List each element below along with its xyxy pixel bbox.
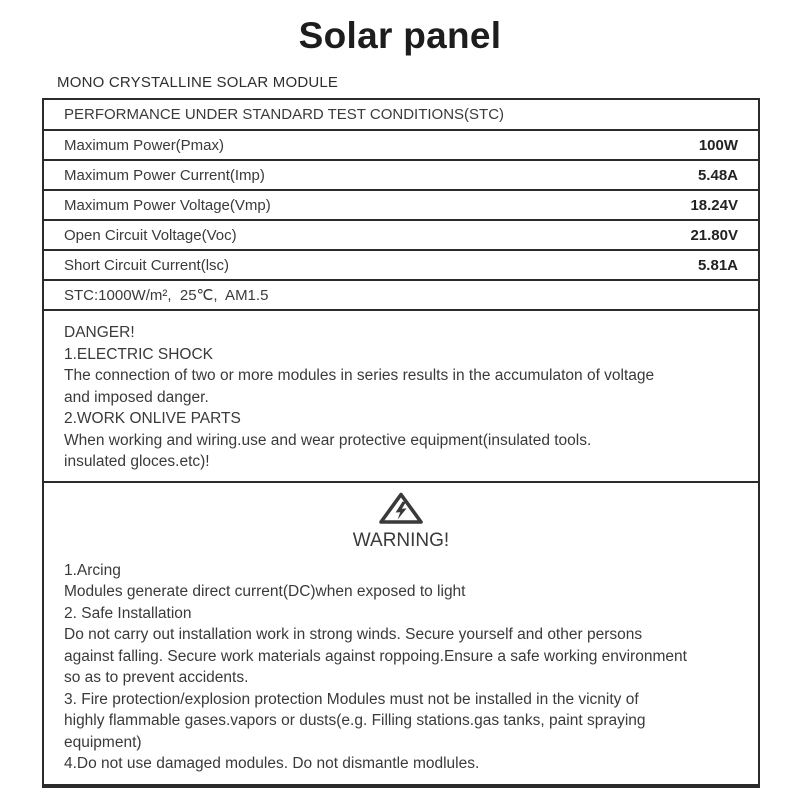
- warning-line: 1.Arcing: [64, 561, 121, 579]
- warning-line: equipment): [64, 733, 142, 751]
- table-row: [44, 221, 758, 251]
- page-title: Solar panel: [298, 15, 502, 56]
- danger-line: and imposed danger.: [64, 388, 209, 406]
- table-row: [44, 251, 758, 281]
- warning-line: 3. Fire protection/explosion protection Modules must not be installed in the vicnity of: [64, 690, 639, 708]
- stc-conditions-note: STC:1000W/m², 25℃, AM1.5: [64, 287, 269, 304]
- spec-label-vmp: Maximum Power Voltage(Vmp): [64, 196, 271, 214]
- danger-line: 1.ELECTRIC SHOCK: [64, 345, 214, 363]
- danger-line: insulated gloces.etc)!: [64, 453, 210, 470]
- danger-line: The connection of two or more modules in series results in the accumulaton of voltage: [64, 367, 655, 384]
- spec-value-vmp: 18.24V: [690, 196, 738, 214]
- table-row: [44, 131, 758, 161]
- table-row: [44, 161, 758, 191]
- warning-heading: WARNING!: [352, 529, 450, 551]
- stc-conditions-row: [44, 281, 758, 311]
- warning-line: against falling. Secure work materials against roppoing.Ensure a safe working environment: [64, 647, 687, 665]
- spec-label-voc: Open Circuit Voltage(Voc): [64, 226, 237, 244]
- table-row: [44, 191, 758, 221]
- danger-heading: DANGER!: [64, 324, 135, 341]
- spec-value-isc: 5.81A: [697, 256, 738, 274]
- danger-line: 2.WORK ONLIVE PARTS: [64, 410, 241, 427]
- spec-label-imp: Maximum Power Current(Imp): [64, 166, 265, 184]
- warning-line: highly flammable gases.vapors or dusts(e.g. Filling stations.gas tanks, paint spraying: [64, 712, 646, 729]
- spec-table-header-row: [44, 100, 758, 131]
- warning-bolt-triangle-icon: [64, 491, 738, 525]
- warning-section: [44, 483, 758, 784]
- warning-line: Do not carry out installation work in strong winds. Secure yourself and other persons: [64, 626, 643, 643]
- warning-line: 4.Do not use damaged modules. Do not dismantle modlules.: [64, 755, 480, 772]
- warning-line: Modules generate direct current(DC)when exposed to light: [64, 583, 466, 600]
- spec-label-pmax: Maximum Power(Pmax): [64, 136, 225, 154]
- spec-table-header: PERFORMANCE UNDER STANDARD TEST CONDITIONS(STC): [64, 106, 505, 123]
- danger-section: [44, 311, 758, 483]
- spec-value-imp: 5.48A: [697, 166, 738, 184]
- module-subtitle: MONO CRYSTALLINE SOLAR MODULE: [57, 74, 339, 91]
- warning-line: 2. Safe Installation: [64, 604, 192, 622]
- warning-line: so as to prevent accidents.: [64, 669, 249, 686]
- spec-value-pmax: 100W: [698, 136, 738, 154]
- spec-label-isc: Short Circuit Current(lsc): [64, 256, 230, 274]
- danger-line: When working and wiring.use and wear protective equipment(insulated tools.: [64, 431, 592, 449]
- spec-panel: [42, 98, 760, 788]
- spec-value-voc: 21.80V: [690, 226, 738, 244]
